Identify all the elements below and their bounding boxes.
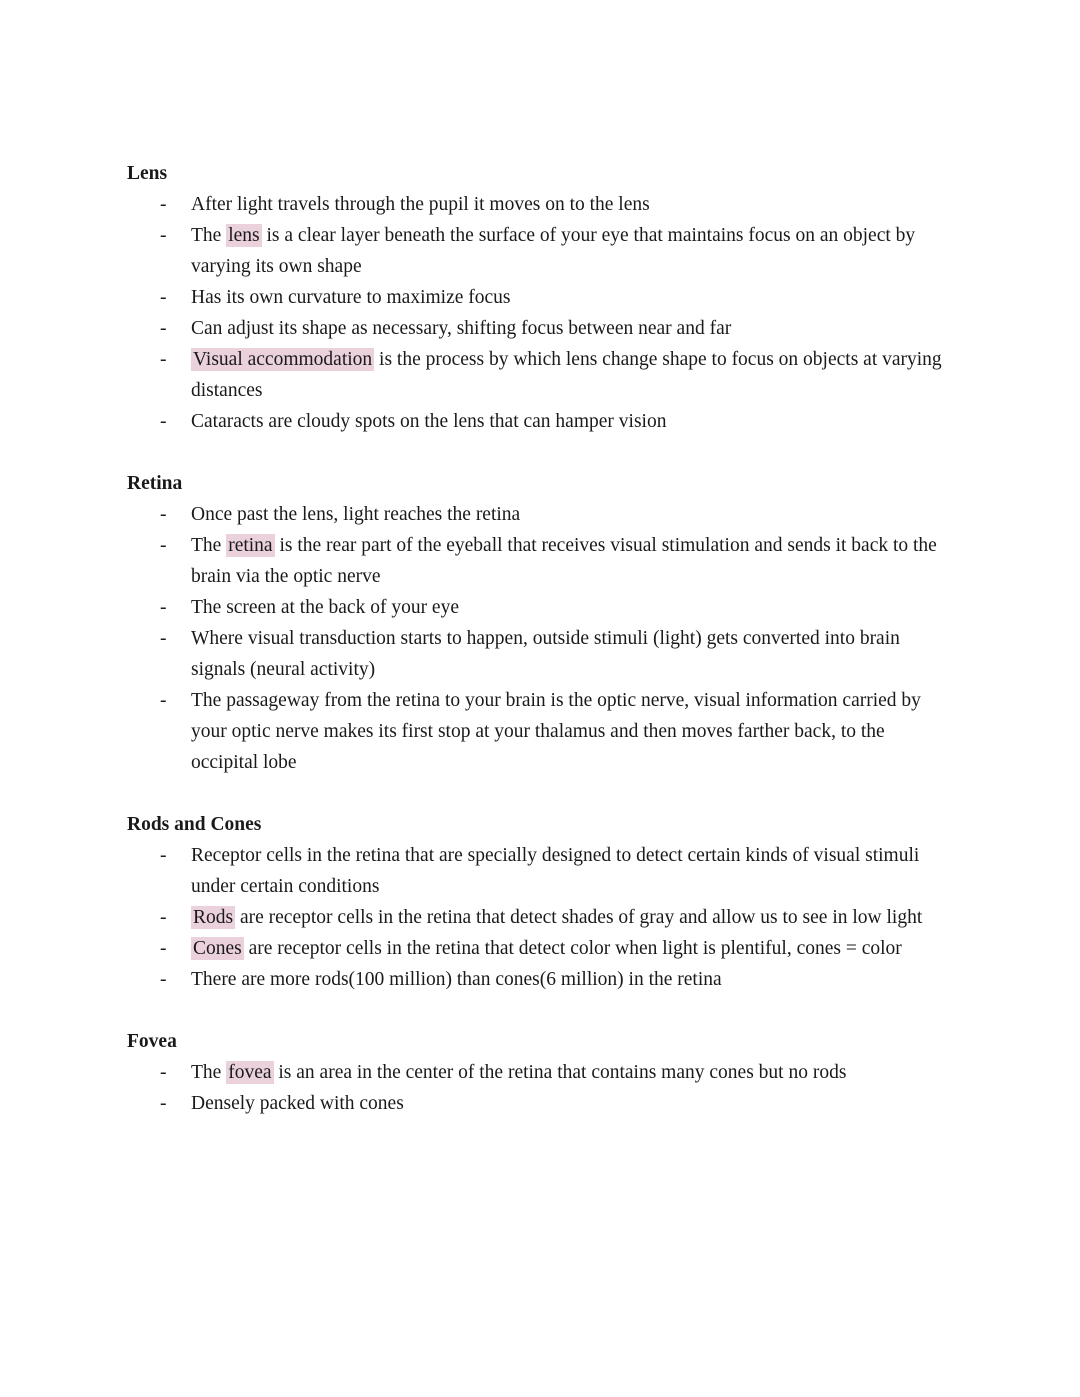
text-segment: Once past the lens, light reaches the retina [191,504,521,525]
text-segment: Densely packed with cones [191,1093,404,1114]
document-body [127,158,953,1119]
bullet-dash: - [160,628,167,649]
bullet-dash: - [160,1062,167,1083]
text-segment: The [191,1062,227,1083]
bullet-dash: - [160,1093,167,1114]
bullet-item [127,313,953,344]
text-segment: are receptor cells in the retina that detect shades of gray and allow us to see in low light [235,907,923,928]
bullet-dash: - [160,845,167,866]
highlighted-term: Visual accommodation [193,349,373,370]
highlighted-term: fovea [228,1062,272,1083]
text-segment: Has its own curvature to maximize focus [191,287,511,308]
text-segment: is the process by which lens change shape to focus on objects at varying distances [191,349,942,401]
bullet-dash: - [160,690,167,711]
notes-section [127,158,953,437]
text-segment: The screen at the back of your eye [191,597,459,618]
bullet-dash: - [160,938,167,959]
notes-section [127,1026,953,1119]
bullet-dash: - [160,349,167,370]
bullet-item [127,499,953,530]
text-segment: Cataracts are cloudy spots on the lens that can hamper vision [191,411,667,432]
bullet-dash: - [160,504,167,525]
text-segment: is a clear layer beneath the surface of your eye that maintains focus on an object by varying its own shape [191,225,916,277]
section-heading: Lens [127,163,168,184]
text-segment: After light travels through the pupil it moves on to the lens [191,194,650,215]
text-segment: are receptor cells in the retina that detect color when light is plentiful, cones = color [243,938,902,959]
bullet-list [127,840,953,995]
text-segment: The [191,225,227,246]
section-heading: Fovea [127,1031,177,1052]
bullet-item [127,282,953,313]
bullet-item [127,406,953,437]
bullet-dash: - [160,535,167,556]
highlighted-term: Rods [193,907,234,928]
bullet-dash: - [160,411,167,432]
bullet-item [127,1057,953,1088]
bullet-dash: - [160,225,167,246]
text-segment: Can adjust its shape as necessary, shifting focus between near and far [191,318,732,339]
bullet-dash: - [160,318,167,339]
bullet-list [127,1057,953,1119]
bullet-dash: - [160,907,167,928]
bullet-item [127,1088,953,1119]
text-segment: Where visual transduction starts to happen, outside stimuli (light) gets converted into brain signals (neural activity) [191,628,900,680]
text-segment: The passageway from the retina to your brain is the optic nerve, visual information carried by your optic nerve makes its first stop at your thalamus and then moves farther back, to the occipital lobe [191,690,921,773]
bullet-list [127,189,953,437]
bullet-item [127,344,953,406]
bullet-item [127,902,953,933]
bullet-item [127,189,953,220]
bullet-item [127,685,953,778]
bullet-item [127,530,953,592]
notes-section [127,468,953,778]
bullet-item [127,964,953,995]
bullet-item [127,220,953,282]
text-segment: is an area in the center of the retina that contains many cones but no rods [273,1062,847,1083]
bullet-item [127,840,953,902]
highlighted-term: Cones [193,938,242,959]
text-segment: Receptor cells in the retina that are specially designed to detect certain kinds of visual stimuli under certain conditions [191,845,920,897]
bullet-item [127,623,953,685]
highlighted-term: lens [228,225,260,246]
bullet-dash: - [160,597,167,618]
text-segment: The [191,535,227,556]
bullet-item [127,933,953,964]
highlighted-term: retina [228,535,273,556]
section-heading: Retina [127,473,183,494]
bullet-list [127,499,953,778]
section-heading: Rods and Cones [127,814,262,835]
notes-section [127,809,953,995]
text-segment: is the rear part of the eyeball that receives visual stimulation and sends it back to the brain via the optic nerve [191,535,937,587]
bullet-dash: - [160,969,167,990]
text-segment: There are more rods(100 million) than cones(6 million) in the retina [191,969,722,990]
bullet-dash: - [160,194,167,215]
bullet-dash: - [160,287,167,308]
bullet-item [127,592,953,623]
